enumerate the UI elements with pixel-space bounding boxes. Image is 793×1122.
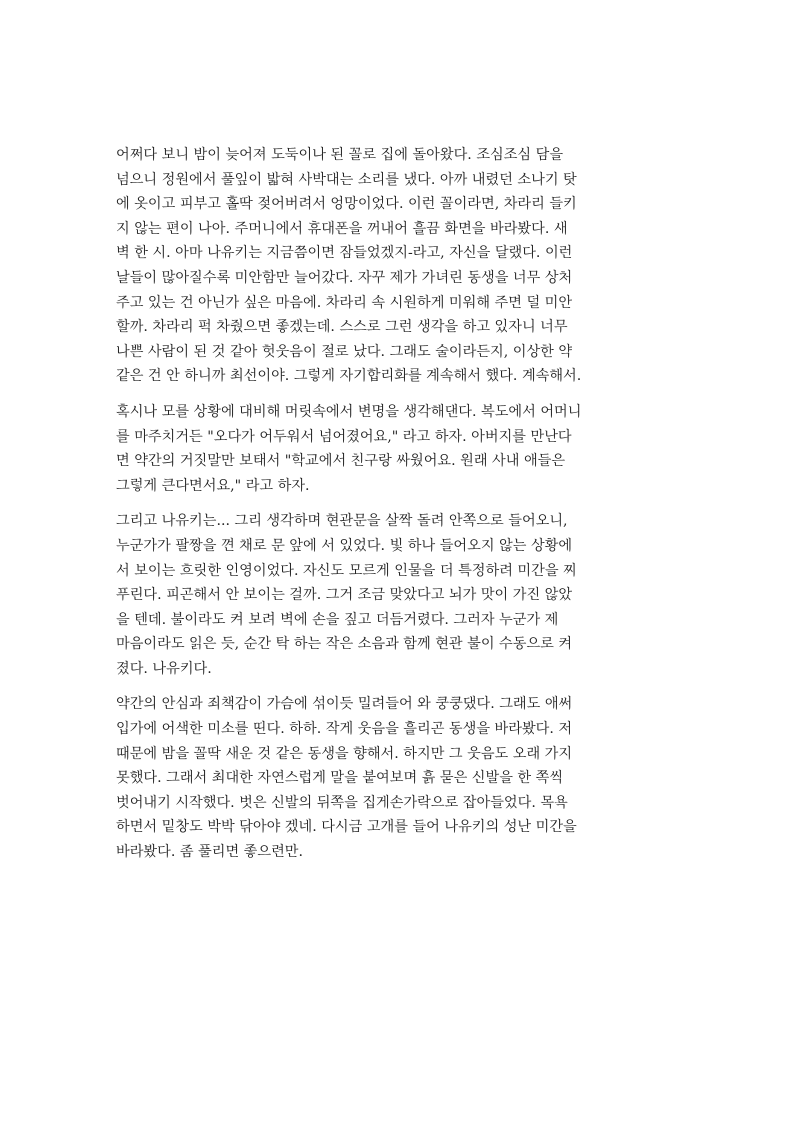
text-line: 입가에 어색한 미소를 띤다. 하하. 작게 웃음을 흘리곤 동생을 바라봤다. 저 [116,721,573,738]
text-line: 주고 있는 건 아닌가 싶은 마음에. 차라리 속 시원하게 미워해 주면 덜 미안 [116,294,573,311]
text-line: 날들이 많아질수록 미안함만 늘어갔다. 자꾸 제가 가녀린 동생을 너무 상처 [116,269,573,286]
text-line: 못했다. 그래서 최대한 자연스럽게 말을 붙여보며 흙 묻은 신발을 한 쪽씩 [116,770,564,787]
text-line: 지 않는 편이 나아. 주머니에서 휴대폰을 꺼내어 흘끔 화면을 바라봤다. 새 [116,220,568,237]
text-line: 마음이라도 읽은 듯, 순간 탁 하는 작은 소음과 함께 현관 불이 수동으로 켜 [116,636,573,653]
text-line: 을 텐데. 불이라도 켜 보려 벽에 손을 짚고 더듬거렸다. 그러자 누군가 제 [116,611,559,628]
text-line: 푸린다. 피곤해서 안 보이는 걸까. 그거 조금 맞았다고 뇌가 맛이 가진 않았 [116,587,573,604]
text-line: 약간의 안심과 죄책감이 가슴에 섞이듯 밀려들어 와 쿵쿵댔다. 그래도 애써 [116,696,573,713]
text-line: 면 약간의 거짓말만 보태서 "학교에서 친구랑 싸웠어요. 원래 사내 애들은 [116,453,566,470]
text-line: 졌다. 나유키다. [116,660,212,677]
text-line: 어쩌다 보니 밤이 늦어져 도둑이나 된 꼴로 집에 돌아왔다. 조심조심 담을 [116,147,564,163]
text-line: 벗어내기 시작했다. 벗은 신발의 뒤쪽을 집게손가락으로 잡아들었다. 목욕 [116,794,568,811]
paragraph-4 [116,692,680,864]
body-text [116,143,680,876]
text-line: 서 보이는 흐릿한 인영이었다. 자신도 모르게 인물을 더 특정하려 미간을 찌 [116,562,577,579]
text-line: 누군가가 팔짱을 껸 채로 문 앞에 서 있었다. 빛 하나 들어오지 않는 상황에 [116,537,573,554]
text-line: 바라봤다. 좀 풀리면 좋으련만. [116,844,304,861]
paragraph-1 [116,143,680,389]
text-line: 벽 한 시. 아마 나유키는 지금쯤이면 잠들었겠지-라고, 자신을 달랬다. 이런 [116,245,573,262]
text-line: 넘으니 정원에서 풀잎이 밟혀 사박대는 소리를 냈다. 아까 내렸던 소나기 탓 [116,171,577,188]
text-line: 를 마주치거든 "오다가 어두워서 넘어졌어요," 라고 하자. 아버지를 만난다 [116,428,572,445]
text-line: 때문에 밤을 꼴딱 새운 것 같은 동생을 향해서. 하지만 그 웃음도 오래 가지 [116,745,573,762]
text-line: 나쁜 사람이 된 것 같아 헛웃음이 절로 났다. 그래도 술이라든지, 이상한 약 [116,343,573,360]
text-line: 그리고 나유키는... 그리 생각하며 현관문을 살짝 돌려 안쪽으로 들어오니, [116,513,568,530]
text-line: 같은 건 안 하니까 최선이야. 그렇게 자기합리화를 계속해서 했다. 계속해서. [116,368,582,385]
text-line: 혹시나 모를 상황에 대비해 머릿속에서 변명을 생각해댄다. 복도에서 어머니 [116,403,582,420]
text-line: 할까. 차라리 퍽 차줬으면 좋겠는데. 스스로 그런 생각을 하고 있자니 너무 [116,319,568,336]
paragraph-2 [116,400,680,498]
text-line: 하면서 밑창도 박박 닦아야 겠네. 다시금 고개를 들어 나유키의 성난 미간을 [116,819,577,836]
text-line: 그렇게 큰다면서요," 라고 하자. [116,477,310,494]
text-line: 에 옷이고 피부고 홀딱 젖어버려서 엉망이었다. 이런 꼴이라면, 차라리 들키 [116,196,577,213]
paragraph-3 [116,509,680,681]
